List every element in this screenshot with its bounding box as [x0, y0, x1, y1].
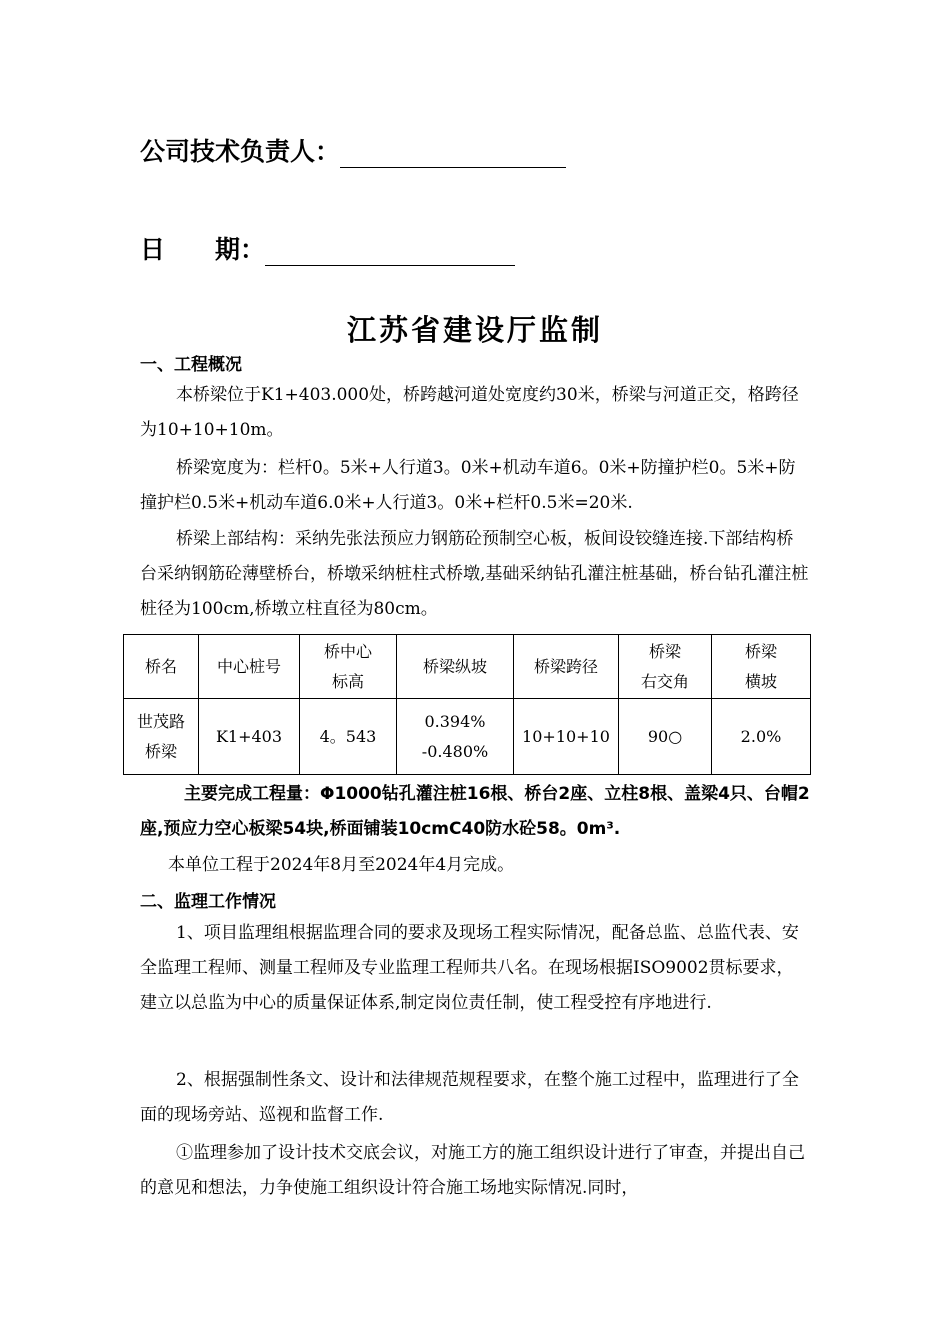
cell-slope-line2: -0.480% — [421, 741, 489, 761]
section2-heading: 二、监理工作情况 — [140, 892, 276, 912]
header-center-elevation — [300, 635, 397, 699]
section1-heading: 一、工程概况 — [140, 355, 242, 375]
header-span: 桥梁跨径 — [514, 635, 619, 699]
header-skew-angle — [619, 635, 712, 699]
cell-span: 10+10+10 — [514, 699, 619, 775]
cell-center-pile: K1+403 — [199, 699, 300, 775]
section2-paragraph-design-review: ①监理参加了设计技术交底会议，对施工方的施工组织设计进行了审查，并提出自己的意见和想法，力争使施工组织设计符合施工场地实际情况.同时， — [140, 1143, 805, 1198]
tech-lead-signature-line — [340, 139, 566, 168]
bridge-table — [123, 634, 811, 775]
quantities-paragraph: 主要完成工程量：Φ1000钻孔灌注桩16根、桥台2座、立柱8根、盖梁4只、台帽2座,预应力空心板梁54块,桥面铺装10cmC40防水砼58。0m³. — [140, 784, 810, 839]
cell-bridge-name-line1: 世茂路 — [136, 711, 185, 731]
tech-lead-signature — [140, 132, 566, 168]
header-cross-slope-line1: 桥梁 — [744, 641, 777, 661]
cell-cross-slope: 2.0% — [712, 699, 811, 775]
section1-paragraph-location: 本桥梁位于K1+403.000处，桥跨越河道处宽度约30米，桥梁与河道正交，格跨径为10+10+10m。 — [140, 385, 799, 440]
date-signature — [140, 230, 515, 266]
cell-bridge-name — [124, 699, 199, 775]
cell-bridge-name-line2: 桥梁 — [144, 741, 177, 761]
date-signature-line — [265, 237, 515, 266]
header-skew-angle-line1: 桥梁 — [648, 641, 681, 661]
header-center-elevation-line2: 标高 — [331, 671, 364, 691]
section1-paragraph-width: 桥梁宽度为：栏杆0。5米+人行道3。0米+机动车道6。0米+防撞护栏0。5米+防撞护栏0.5米+机动车道6.0米+人行道3。0米+栏杆0.5米=20米. — [140, 458, 796, 513]
cell-longitudinal-slope — [397, 699, 514, 775]
header-center-pile: 中心桩号 — [199, 635, 300, 699]
table-header-row — [124, 635, 811, 699]
section2-paragraph-supervision: 2、根据强制性条文、设计和法律规范规程要求，在整个施工过程中，监理进行了全面的现场旁站、巡视和监督工作. — [140, 1070, 799, 1125]
table-row — [124, 699, 811, 775]
completion-paragraph: 本单位工程于2024年8月至2024年4月完成。 — [168, 855, 515, 875]
cell-slope-line1: 0.394% — [424, 711, 486, 731]
section1-paragraph-structure: 桥梁上部结构：采纳先张法预应力钢筋砼预制空心板，板间设铰缝连接.下部结构桥台采纳钢筋砼薄壁桥台，桥墩采纳桩柱式桥墩,基础采纳钻孔灌注桩基础，桥台钻孔灌注桩桩径为100cm,桥墩立柱直径为80cm。 — [140, 529, 809, 619]
section2-paragraph-staff: 1、项目监理组根据监理合同的要求及现场工程实际情况，配备总监、总监代表、安全监理工程师、测量工程师及专业监理工程师共八名。在现场根据ISO9002贯标要求，建立以总监为中心的质量保证体系,制定岗位责任制，使工程受控有序地进行. — [140, 923, 799, 1013]
header-bridge-name: 桥名 — [124, 635, 199, 699]
tech-lead-label: 公司技术负责人： — [140, 137, 341, 166]
header-center-elevation-line1: 桥中心 — [323, 641, 372, 661]
cell-skew-angle: 90○ — [619, 699, 712, 775]
header-cross-slope-line2: 横坡 — [744, 671, 777, 691]
date-label: 日 期： — [140, 235, 266, 264]
cell-center-elevation: 4。543 — [300, 699, 397, 775]
header-cross-slope — [712, 635, 811, 699]
page-title: 江苏省建设厅监制 — [346, 313, 603, 347]
header-longitudinal-slope: 桥梁纵坡 — [397, 635, 514, 699]
header-skew-angle-line2: 右交角 — [640, 671, 689, 691]
